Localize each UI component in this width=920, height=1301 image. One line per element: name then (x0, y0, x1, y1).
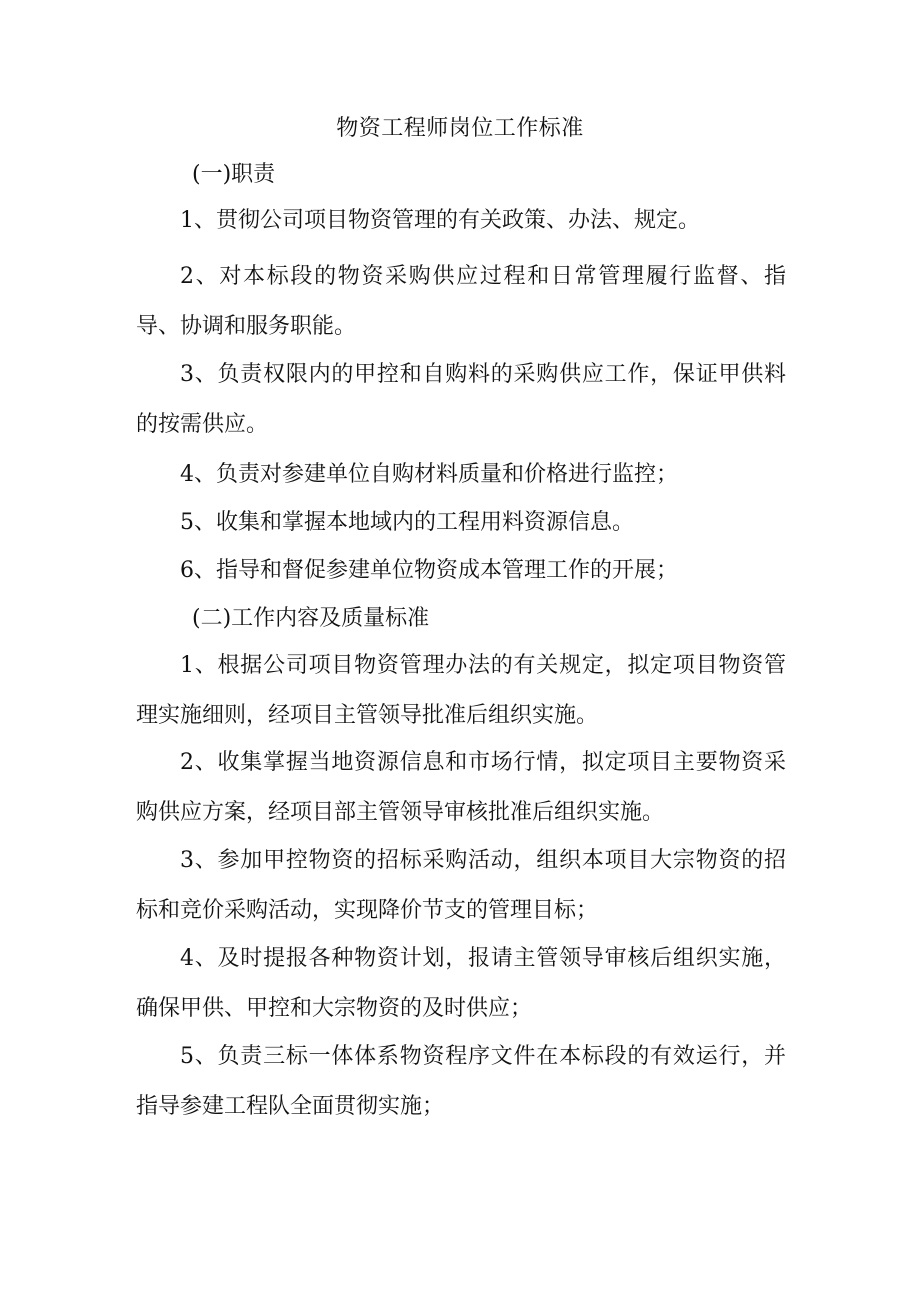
work-item-2: 2、收集掌握当地资源信息和市场行情，拟定项目主要物资采购供应方案，经项目部主管领导审核批准后组织实施。 (136, 750, 786, 825)
section-heading-duties: (一)职责 (192, 162, 276, 187)
work-item-1: 1、根据公司项目物资管理办法的有关规定，拟定项目物资管理实施细则，经项目主管领导批准后组织实施。 (136, 653, 786, 728)
duty-item-3: 3、负责权限内的甲控和自购料的采购供应工作，保证甲供料的按需供应。 (136, 362, 786, 437)
section-heading-work-content: (二)工作内容及质量标准 (192, 606, 430, 631)
duty-item-1: 1、贯彻公司项目物资管理的有关政策、办法、规定。 (180, 208, 700, 233)
duty-item-4: 4、负责对参建单位自购材料质量和价格进行监控； (180, 462, 678, 487)
work-item-5: 5、负责三标一体体系物资程序文件在本标段的有效运行，并指导参建工程队全面贯彻实施； (136, 1044, 786, 1119)
document-title: 物资工程师岗位工作标准 (336, 116, 584, 141)
duty-item-2: 2、对本标段的物资采购供应过程和日常管理履行监督、指导、协调和服务职能。 (136, 264, 786, 339)
duty-item-6: 6、指导和督促参建单位物资成本管理工作的开展； (180, 558, 678, 583)
work-item-4: 4、及时提报各种物资计划，报请主管领导审核后组织实施，确保甲供、甲控和大宗物资的及时供应； (136, 946, 786, 1021)
work-item-3: 3、参加甲控物资的招标采购活动，组织本项目大宗物资的招标和竞价采购活动，实现降价节支的管理目标； (136, 848, 786, 923)
duty-item-5: 5、收集和掌握本地域内的工程用料资源信息。 (180, 510, 634, 535)
